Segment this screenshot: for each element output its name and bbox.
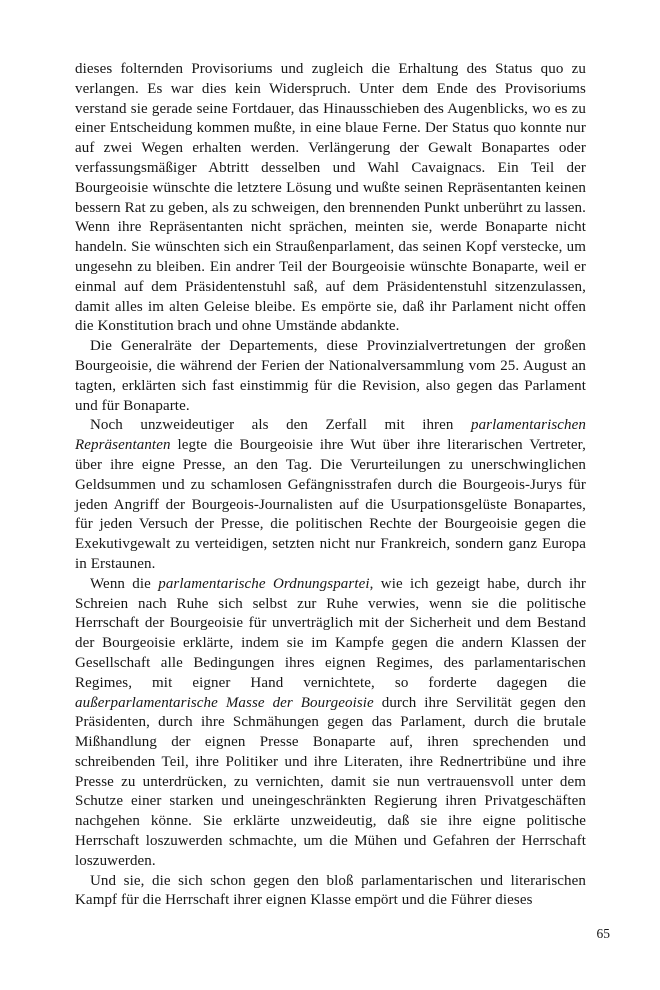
text-segment: durch ihre Servilität gegen den Präsidenten, durch ihre Schmähungen gegen das Parlament, durch die brutale Mißhandlung der eignen Presse Bonaparte auf, ihren sprechenden und schreibenden Teil, ihre Politiker und ihre Literaten, ihre Rednertribüne und ihre Presse zu unterdrücken, zu vernichten, damit sie nun vertrauensvoll unter dem Schutze einer starken und uneingeschränkten Regierung ihren Privatgeschäften nachgehen könne. Sie erklärte unzweideutig, daß sie ihre eigne politische Herrschaft loszuwerden schmachte, um die Mühen und Gefahren der Herrschaft loszuwerden.: [75, 694, 587, 869]
italic-text-segment: parlamentarische Ordnungspartei: [158, 575, 370, 592]
paragraph: [75, 60, 586, 337]
paragraph: [75, 575, 586, 872]
text-segment: Noch unzweideutiger als den Zerfall mit ihren: [90, 417, 471, 434]
page-number: 65: [596, 926, 610, 941]
paragraph: [75, 337, 586, 416]
text-segment: Und sie, die sich schon gegen den bloß parlamentarischen und literarischen Kampf für die Herrschaft ihrer eignen Klasse empört und die Führer dieses: [75, 872, 586, 909]
text-segment: legte die Bourgeoisie ihre Wut über ihre literarischen Vertreter, über ihre eigne Presse, an den Tag. Die Verurteilungen zu unerschwinglichen Geldsummen und zu schamlosen Gefängnisstrafen durch die Bourgeois-Jurys für jeden Angriff der Bourgeois-Journalisten auf die Usurpationsgelüste Bonapartes, für jeden Versuch der Presse, die politischen Rechte der Bourgeoisie gegen die Exekutivgewalt zu verteidigen, setzten nicht nur Frankreich, sondern ganz Europa in Erstaunen.: [75, 437, 586, 572]
italic-text-segment: parlamentarischen Repräsentanten: [75, 417, 586, 454]
paragraph: [75, 872, 586, 912]
text-segment: dieses folternden Provisoriums und zugleich die Erhaltung des Status quo zu verlangen. Es war dies kein Widerspruch. Unter dem Ende des Provisoriums verstand sie gerade seine Fortdauer, das Hinausschieben des Augenblicks, wo es zu einer Entscheidung kommen mußte, in eine blaue Ferne. Der Status quo konnte nur auf zwei Wegen erhalten werden. Verlängerung der Gewalt Bonapartes oder verfassungsmäßiger Abtritt desselben und Wahl Cavaignacs. Ein Teil der Bourgeoisie wünschte die letztere Lösung und wußte seinen Repräsentanten keinen bessern Rat zu geben, als zu schweigen, den brennenden Punkt unberührt zu lassen. Wenn ihre Repräsentanten nicht sprächen, meinten sie, werde Bonaparte nicht handeln. Sie wünschten sich ein Straußenparlament, das seinen Kopf verstecke, um ungesehn zu bleiben. Ein andrer Teil der Bourgeoisie wünschte Bonaparte, weil er einmal auf dem Präsidentenstuhl saß, auf dem Präsidentenstuhl sitzenzulassen, damit alles im alten Geleise bleibe. Es empörte sie, daß ihr Parlament nicht offen die Konstitution brach und ohne Umstände abdankte.: [75, 61, 586, 335]
text-segment: , wie ich gezeigt habe, durch ihr Schreien nach Ruhe sich selbst zur Ruhe verwies, wenn sie die politische Herrschaft der Bourgeoisie für unverträglich mit der Sicherheit und dem Bestand der Bourgeoisie erklärte, indem sie im Kampfe gegen die andern Klassen der Gesellschaft alle Bedingungen ihres eignen Regimes, des parlamentarischen Regimes, mit eigner Hand vernichtete, so forderte dagegen die: [75, 575, 587, 691]
paragraph: [75, 416, 586, 574]
text-segment: Wenn die: [90, 575, 159, 592]
text-segment: Die Generalräte der Departements, diese Provinzialvertretungen der großen Bourgeoisie, die während der Ferien der Nationalversammlung vom 25. August an tagten, erklärten sich fast einstimmig für die Revision, also gegen das Parlament und für Bonaparte.: [75, 338, 586, 414]
page-text: [75, 60, 586, 911]
italic-text-segment: außerparlamentarische Masse der Bourgeoisie: [75, 694, 374, 711]
